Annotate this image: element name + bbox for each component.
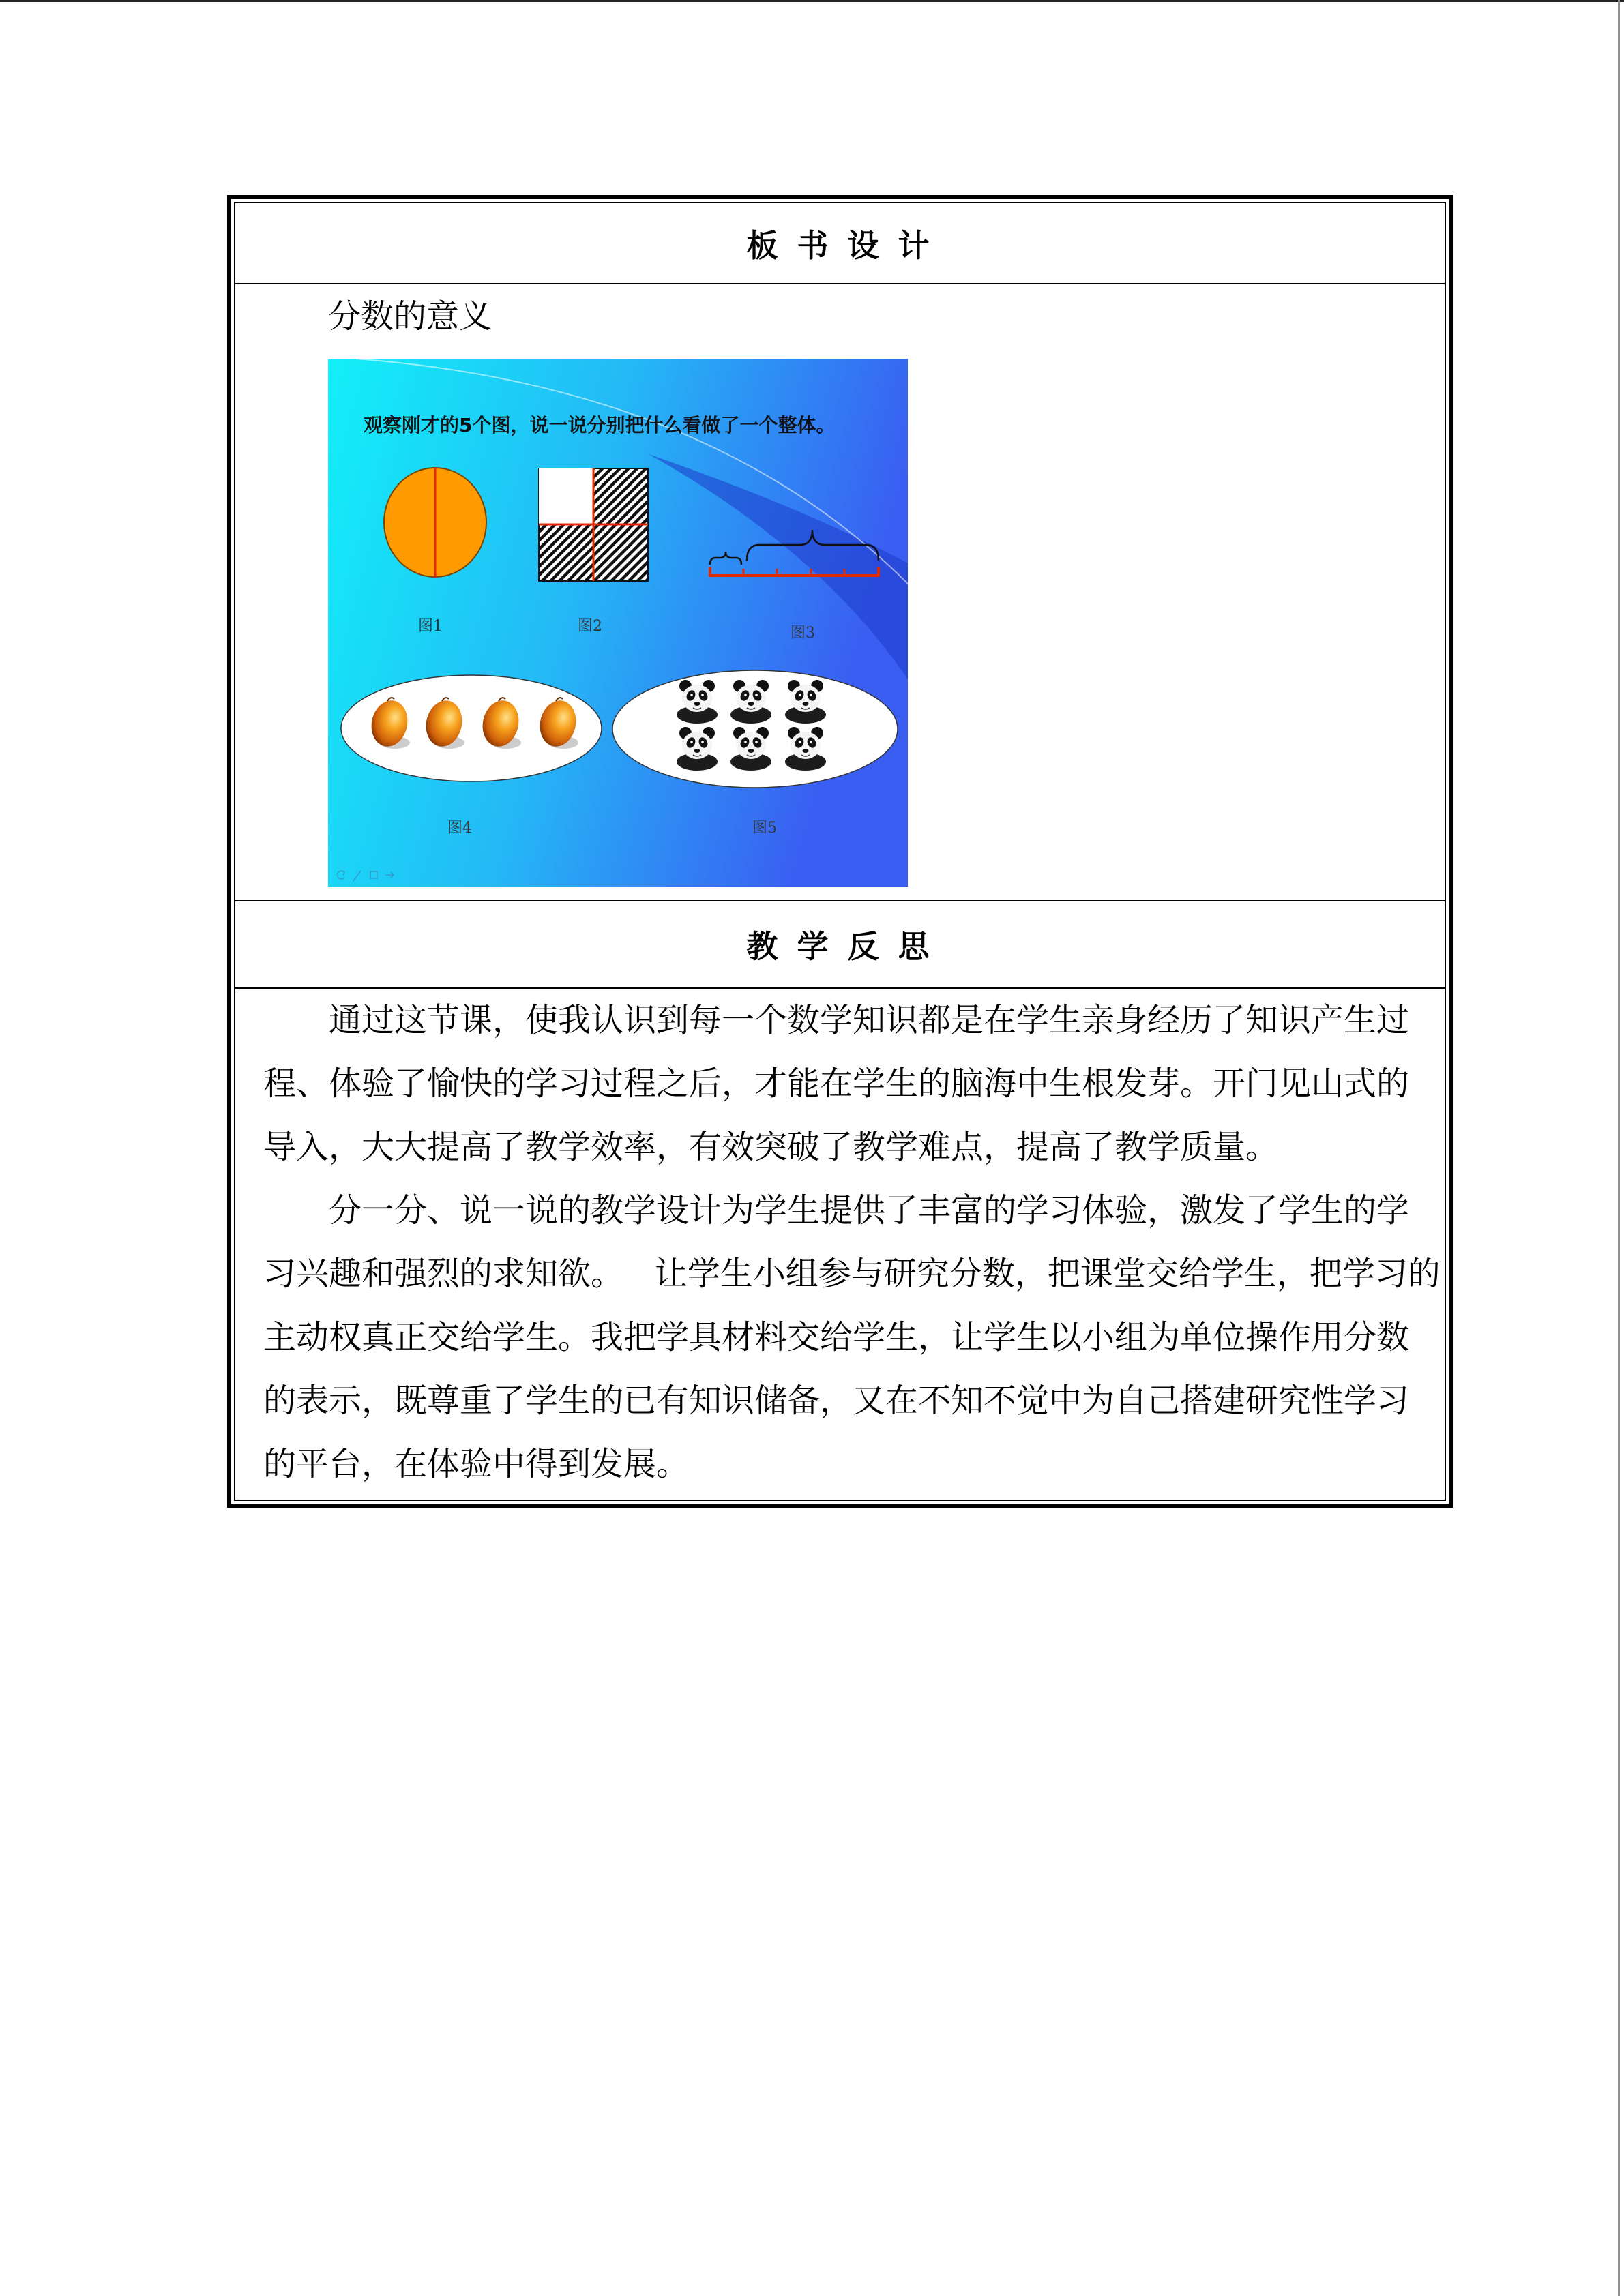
panda-image — [677, 727, 718, 771]
figure-1-circle — [384, 468, 486, 577]
reflection-heading: 教 学 反 思 — [746, 928, 934, 965]
reflection-section — [235, 989, 1445, 1500]
paragraph-line: 导入，大大提高了教学效率，有效突破了教学难点，提高了教学质量。 — [263, 1128, 1279, 1166]
reflection-paragraph — [263, 989, 1445, 1179]
figure-5-pandas — [612, 670, 898, 788]
panda-image — [785, 727, 826, 771]
board-design-subtitle: 分数的意义 — [328, 297, 492, 336]
figure-2-square — [539, 468, 648, 581]
figure-2-label: 图2 — [578, 618, 602, 635]
slide-background — [328, 359, 908, 887]
fraction-slide-image — [328, 359, 908, 887]
lesson-plan-table — [227, 195, 1453, 1508]
paragraph-line: 的表示，既尊重了学生的已有知识储备，又在不知不觉中为自己搭建研究性学习 — [263, 1382, 1410, 1420]
figure-5-label: 图5 — [752, 820, 777, 837]
lesson-plan-table-inner — [234, 202, 1446, 1501]
panda-image — [730, 727, 771, 771]
panda-image — [730, 680, 771, 724]
figure-1-label: 图1 — [418, 618, 443, 635]
board-design-section — [235, 284, 1445, 901]
figure-4-peaches — [341, 675, 602, 781]
board-design-heading: 板 书 设 计 — [746, 226, 934, 264]
paragraph-line: 习兴趣和强烈的求知欲。 让学生小组参与研究分数，把课堂交给学生，把学习的 — [263, 1255, 1441, 1293]
paragraph-line: 程、体验了愉快的学习过程之后，才能在学生的脑海中生根发芽。开门见山式的 — [263, 1064, 1410, 1103]
page-top-edge — [0, 0, 1624, 2]
panda-image — [785, 680, 826, 724]
board-design-header — [235, 203, 1445, 284]
page-right-edge — [1618, 0, 1620, 2296]
fraction-slide-svg — [328, 359, 908, 887]
panda-image — [677, 680, 718, 724]
slide-prompt: 观察刚才的5个图，说一说分别把什么看做了一个整体。 — [364, 414, 836, 436]
reflection-paragraph — [263, 1179, 1445, 1496]
paragraph-line: 分一分、说一说的教学设计为学生提供了丰富的学习体验，激发了学生的学 — [329, 1191, 1410, 1229]
paragraph-line: 的平台，在体验中得到发展。 — [263, 1445, 690, 1483]
paragraph-line: 主动权真正交给学生。我把学具材料交给学生，让学生以小组为单位操作用分数 — [263, 1318, 1410, 1356]
figure-3-label: 图3 — [791, 625, 815, 642]
figure-4-label: 图4 — [447, 820, 472, 837]
reflection-header — [235, 901, 1445, 989]
paragraph-line: 通过这节课，使我认识到每一个数学知识都是在学生亲身经历了知识产生过 — [329, 1001, 1410, 1039]
square-white-quadrant — [539, 468, 593, 524]
